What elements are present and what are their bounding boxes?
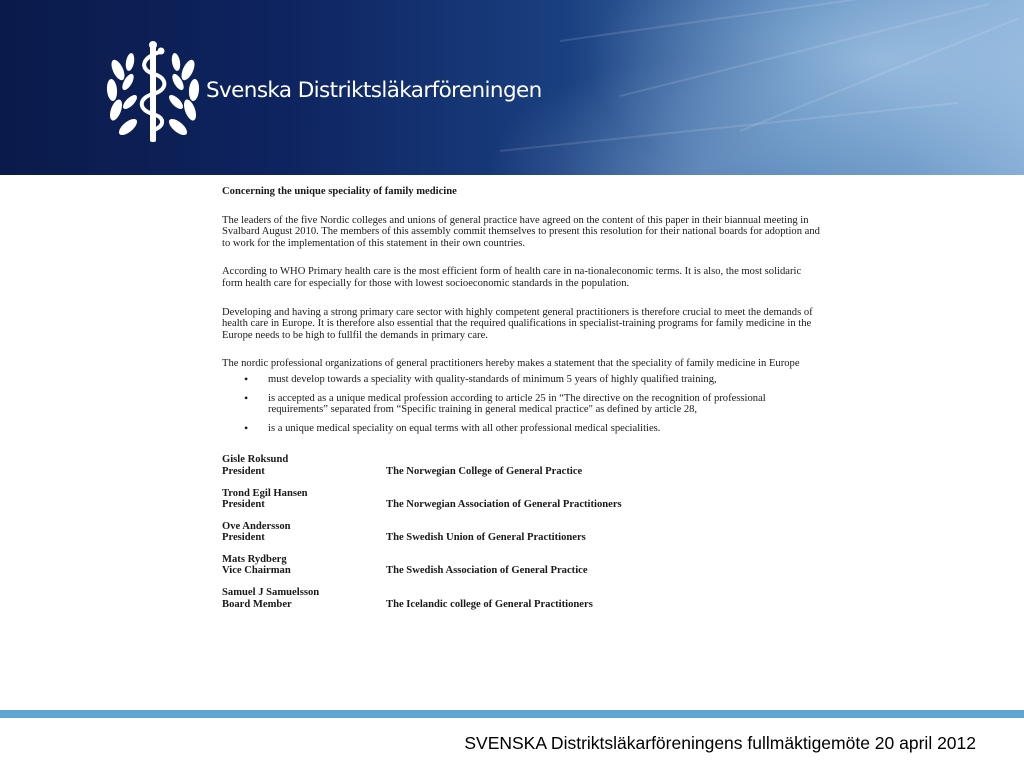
signatory-role: President <box>222 465 265 477</box>
signatory-name: Mats Rydberg <box>222 553 287 565</box>
list-item <box>222 371 822 386</box>
rod-of-asclepius-laurel-icon <box>104 40 202 144</box>
bullet-icon: • <box>244 420 249 435</box>
signatory-role: Board Member <box>222 598 292 610</box>
header-banner <box>0 0 1024 175</box>
bullet-icon: • <box>244 390 249 405</box>
signatory-role: President <box>222 532 265 544</box>
footer-text: SVENSKA Distriktsläkarföreningens fullmäktigemöte 20 april 2012 <box>464 733 976 753</box>
signatory-organization: The Norwegian College of General Practice <box>386 465 583 477</box>
list-item-text: is accepted as a unique medical profession according to article 25 in “The directive on the recognition of professional requirements” separated from “Specific training in general medical practice" as defined by article 28, <box>268 392 766 416</box>
statement-intro: The nordic professional organizations of general practitioners hereby makes a statement that the speciality of family medicine in Europe <box>222 358 800 370</box>
signatory-name: Samuel J Samuelsson <box>222 587 320 599</box>
signatory-name: Gisle Roksund <box>222 454 289 466</box>
signatory-name: Ove Andersson <box>222 520 291 532</box>
signatory-organization: The Swedish Association of General Practice <box>386 565 588 577</box>
list-item-text: must develop towards a speciality with quality-standards of minimum 5 years of highly qualified training, <box>268 373 717 385</box>
signatory-organization: The Norwegian Association of General Practitioners <box>386 499 622 511</box>
statement-list <box>222 371 822 435</box>
list-item <box>222 390 822 416</box>
paragraph: The leaders of the five Nordic colleges and unions of general practice have agreed on the content of this paper in their biannual meeting in Svalbard August 2010. The members of this assembly commit themselves to present this resolution for their national boards for adoption and to work for the implementation of this statement in their own countries. <box>222 214 820 249</box>
signatory-name: Trond Egil Hansen <box>222 487 308 499</box>
signatory-role: Vice Chairman <box>222 565 291 577</box>
list-item <box>222 420 822 435</box>
footer-bar <box>0 710 1024 718</box>
document-title: Concerning the unique speciality of family medicine <box>222 186 457 197</box>
list-item-text: is a unique medical speciality on equal terms with all other professional medical specialities. <box>268 422 661 434</box>
resolution-document <box>222 186 822 620</box>
paragraph: Developing and having a strong primary care sector with highly competent general practitioners is therefore crucial to meet the demands of health care in Europe. It is therefore also essential that the required qualifications in specialist-training programs for family medicine in the Europe needs to be high to fullfil the demands in primary care. <box>222 306 813 341</box>
signatory-role: President <box>222 499 265 511</box>
signatory-organization: The Swedish Union of General Practitioners <box>386 532 586 544</box>
signatory <box>222 488 822 511</box>
paragraph: According to WHO Primary health care is the most efficient form of health care in na-tionaleconomic terms. It is also, the most solidaric form health care for especially for those with lowest socioeconomic standards in the population. <box>222 266 802 289</box>
signatory <box>222 554 822 577</box>
signatory <box>222 587 822 610</box>
signatory <box>222 521 822 544</box>
signatory <box>222 454 822 477</box>
signatory-organization: The Icelandic college of General Practitioners <box>386 598 593 610</box>
bullet-icon: • <box>244 371 249 386</box>
org-name: Svenska Distriktsläkarföreningen <box>206 78 542 103</box>
